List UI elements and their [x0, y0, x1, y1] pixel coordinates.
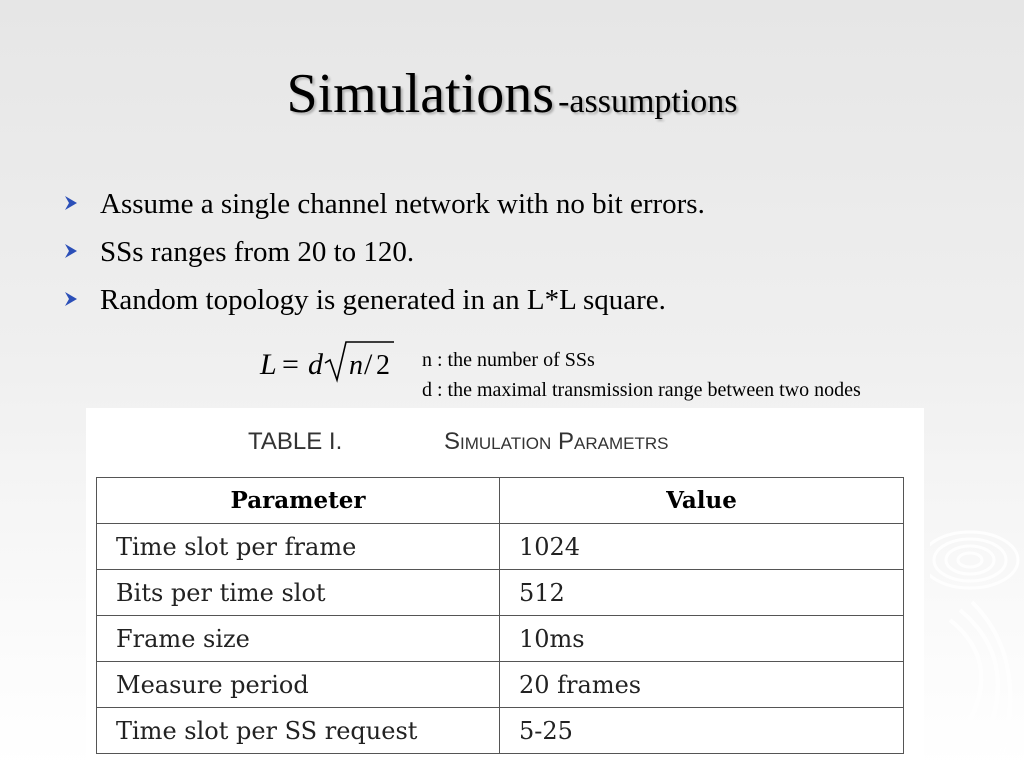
table-row — [97, 662, 904, 708]
header-parameter: Parameter — [97, 478, 500, 524]
slide-title — [0, 62, 1024, 126]
cell-parameter: Time slot per SS request — [97, 708, 500, 754]
table-caption-title: Simulation Parametrs — [444, 428, 669, 455]
arrow-bullet-icon — [62, 194, 80, 212]
table-header-row — [97, 478, 904, 524]
table-row — [97, 524, 904, 570]
cell-value: 512 — [500, 570, 904, 616]
cell-parameter: Bits per time slot — [97, 570, 500, 616]
bullet-item — [62, 284, 705, 317]
bullet-item — [62, 188, 705, 221]
arrow-bullet-icon — [62, 242, 80, 260]
cell-value: 5-25 — [500, 708, 904, 754]
formula-lhs: L — [260, 348, 277, 381]
table-caption — [86, 422, 924, 462]
bullet-text: Random topology is generated in an L*L square. — [100, 284, 666, 316]
formula-notes — [422, 345, 861, 405]
formula-d: d — [308, 348, 323, 381]
cell-parameter: Measure period — [97, 662, 500, 708]
formula — [258, 336, 398, 388]
table-panel — [86, 408, 924, 768]
table-row — [97, 570, 904, 616]
water-ripple-decoration — [930, 520, 1024, 768]
table-caption-number: TABLE I. — [248, 428, 343, 455]
bullet-item — [62, 236, 705, 269]
formula-two: 2 — [376, 350, 390, 381]
cell-parameter: Time slot per frame — [97, 524, 500, 570]
title-subtitle: -assumptions — [558, 83, 738, 120]
bullet-text: SSs ranges from 20 to 120. — [100, 236, 415, 268]
formula-n: n — [349, 350, 363, 381]
note-d: d : the maximal transmission range between two nodes — [422, 379, 861, 401]
cell-value: 10ms — [500, 616, 904, 662]
table-row — [97, 708, 904, 754]
parameters-table — [96, 477, 904, 754]
arrow-bullet-icon — [62, 290, 80, 308]
header-value: Value — [500, 478, 904, 524]
cell-parameter: Frame size — [97, 616, 500, 662]
formula-slash: / — [364, 348, 373, 381]
cell-value: 1024 — [500, 524, 904, 570]
note-n: n : the number of SSs — [422, 349, 595, 371]
bullet-list — [62, 188, 705, 332]
formula-equals: = — [282, 348, 299, 381]
title-main: Simulations — [286, 63, 555, 125]
bullet-text: Assume a single channel network with no bit errors. — [100, 188, 705, 220]
cell-value: 20 frames — [500, 662, 904, 708]
table-row — [97, 616, 904, 662]
